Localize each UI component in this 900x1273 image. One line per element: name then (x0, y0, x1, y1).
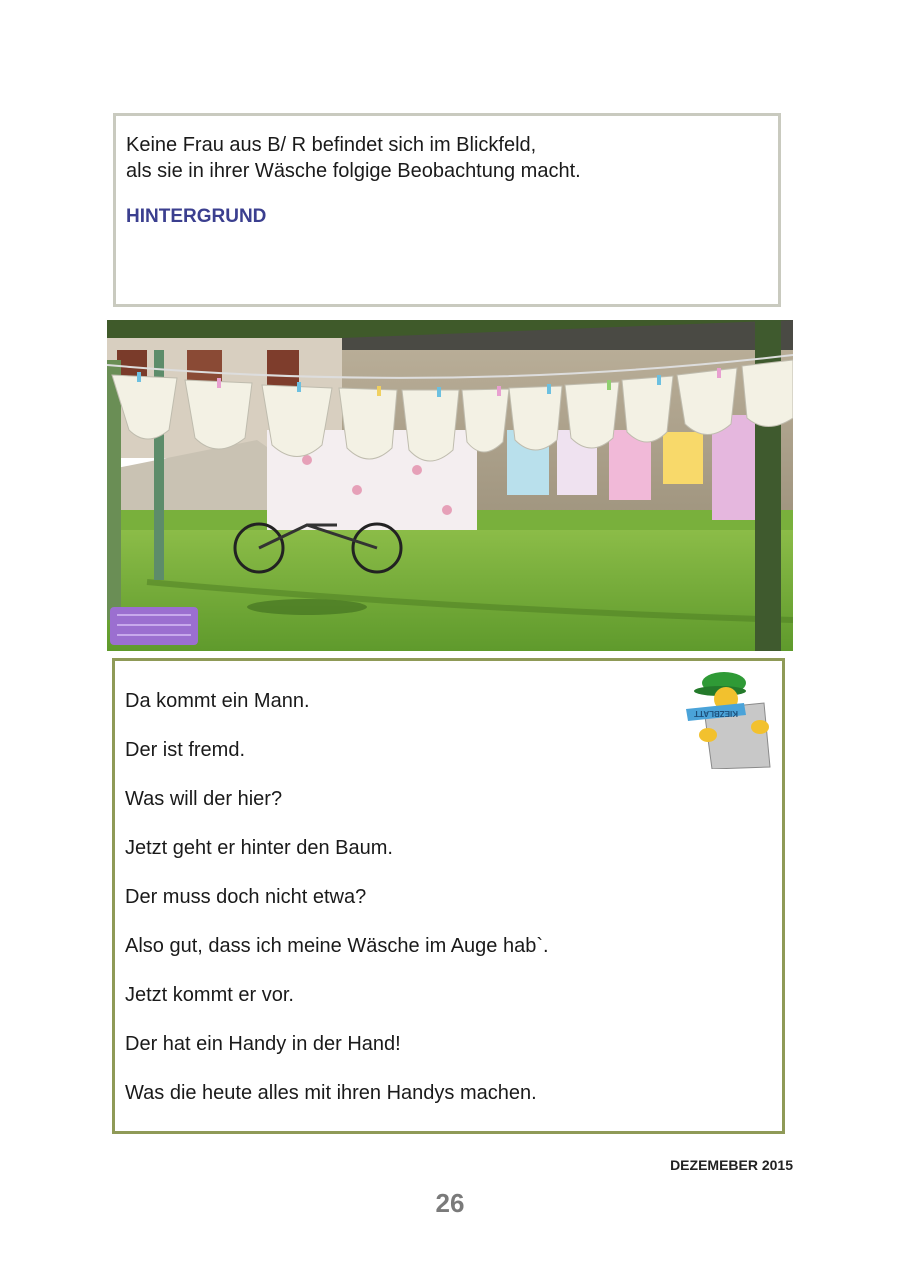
dialogue-line: Jetzt geht er hinter den Baum. (125, 837, 393, 859)
newspaper-reader-illustration (684, 669, 776, 769)
dialogue-line: Der muss doch nicht etwa? (125, 886, 367, 908)
section-heading: HINTERGRUND (126, 206, 267, 227)
dialogue-line: Jetzt kommt er vor. (125, 984, 294, 1006)
intro-line-2: als sie in ihrer Wäsche folgige Beobachtung macht. (126, 160, 581, 182)
dialogue-line: Der ist fremd. (125, 739, 246, 761)
intro-line-1: Keine Frau aus B/ R befindet sich im Blickfeld, (126, 134, 537, 156)
clothesline-photo (107, 320, 793, 651)
newspaper-title: KIEZBLATT (694, 709, 738, 718)
dialogue-line: Also gut, dass ich meine Wäsche im Auge hab`. (125, 935, 549, 957)
dialogue-line: Was die heute alles mit ihren Handys machen. (125, 1082, 537, 1104)
dialogue-line: Was will der hier? (125, 788, 283, 810)
dialogue-box (112, 658, 785, 1134)
page-number: 26 (435, 1188, 465, 1218)
dialogue-line: Da kommt ein Mann. (125, 690, 310, 712)
dialogue-line: Der hat ein Handy in der Hand! (125, 1033, 401, 1055)
intro-box (113, 113, 781, 307)
issue-date: DEZEMEBER 2015 (670, 1157, 793, 1173)
